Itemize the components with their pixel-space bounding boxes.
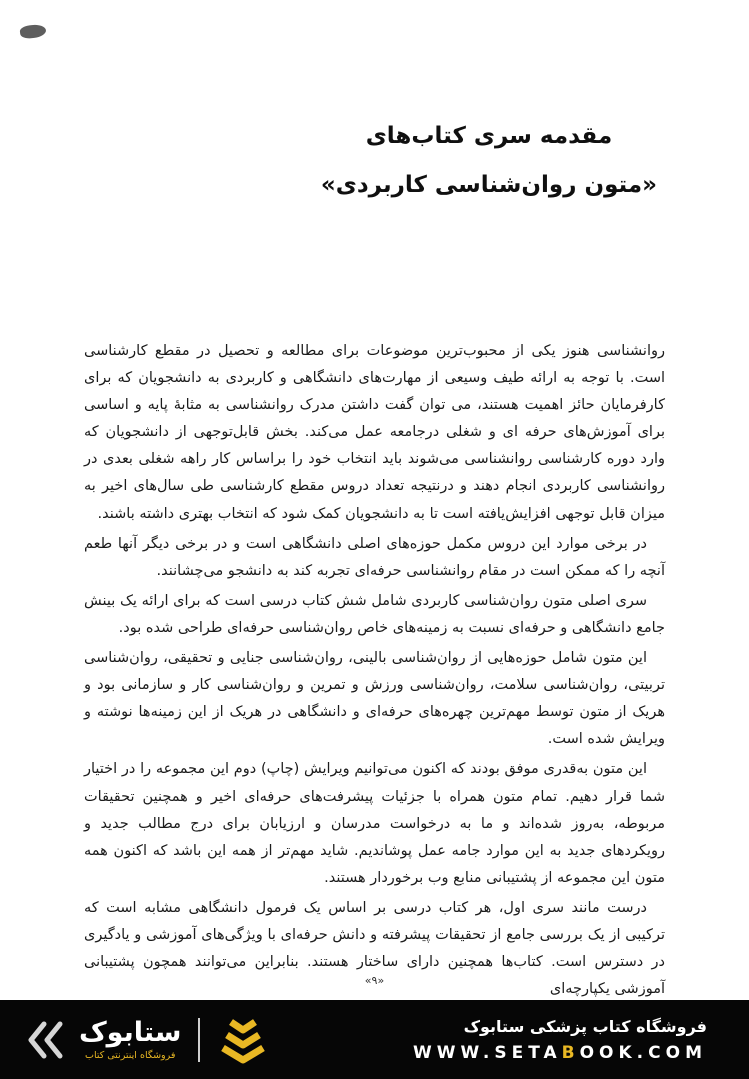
url-part-right: OOK.COM <box>579 1042 707 1063</box>
title-line-1: مقدمه سری کتاب‌های <box>365 123 613 149</box>
series-title <box>321 112 657 210</box>
double-left-chevron-icon <box>26 1020 70 1060</box>
store-name: فروشگاه کتاب پزشکی ستابوک <box>463 1016 707 1036</box>
website-url <box>413 1043 707 1063</box>
paragraph-2: در برخی موارد این دروس مکمل حوزه‌های اصلی دانشگاهی است و در برخی دیگر آنها طعم آنچه را که ممکن است در مقام روانشناسی حرفه‌ای تجربه کند به دانشجو می‌چشانند. <box>84 535 665 579</box>
url-part-left: WWW.SETA <box>413 1042 562 1063</box>
setabook-logo <box>26 1014 269 1066</box>
paragraph-6: درست مانند سری اول، هر کتاب درسی بر اساس یک فرمول دانشگاهی مشابه است که ترکیبی از یک بررسی جامع از تحقیقات پیشرفته و دانش حرفه‌ای با ویژگی‌های آموزشی و یادگیری در دسترس است. کتاب‌ها همچنین دارای ساختار هستند. بنابراین می‌توانند همچون پشتیبانی آموزشی یکپارچه‌ای <box>84 899 665 998</box>
footer-bar <box>0 1000 749 1079</box>
stacked-chevrons-icon <box>217 1014 269 1066</box>
scan-artifact <box>19 23 46 39</box>
logo-subtitle: فروشگاه اینترنتی کتاب <box>85 1050 176 1062</box>
paragraph-3: سری اصلی متون روان‌شناسی کاربردی شامل شش کتاب درسی است که برای ارائه یک بینش جامع دانشگاهی و حرفه‌ای نسبت به زمینه‌های خاص روان‌شناسی حرفه‌ای طراحی شده بود. <box>84 592 665 636</box>
footer-divider <box>198 1018 200 1062</box>
footer-text-block <box>413 1017 707 1063</box>
paragraph-5: این متون به‌قدری موفق بودند که اکنون می‌توانیم ویرایش (چاپ) دوم این مجموعه را در اختیار شما قرار دهیم. تمام متون همراه با جزئیات پیشرفت‌های حرفه‌ای اخیر و همچنین تحقیقات مربوطه، به‌روز شده‌اند و ما به درخواست مدرسان و ارزیابان برای درج مطالب جدید و رویکردهای جدید به این موارد جامه عمل پوشاندیم. شاید مهم‌تر از همه این باشد که اکنون همه متون این مجموعه از پشتیبانی منابع وب برخوردار هستند. <box>84 761 665 886</box>
url-part-highlight: B <box>561 1042 580 1063</box>
paragraph-1: روانشناسی هنوز یکی از محبوب‌ترین موضوعات برای مطالعه و تحصیل در مقطع کارشناسی است. با توجه به ارائه طیف وسیعی از مهارت‌های دانشگاهی و کاربردی به دانشجویان که برای کارفرمایان حائز اهمیت هستند، می توان گفت داشتن مدرک روانشناسی به مثابهٔ پایه و اساسی برای آموزش‌های حرفه ای و شغلی درجامعه عمل می‌کند. بخش قابل‌توجهی از دانشجویان که وارد دوره کارشناسی روانشناسی می‌شوند باید انتخاب خود را براساس کار راهه شغلی بعدی در روانشناسی کاربردی انجام دهند و درنتیجه تعداد دروس مقطع کارشناسی طی سال‌های اخیر به میزان قابل توجهی افزایش‌یافته است تا به دانشجویان کمک شود که انتخاب بهتری داشته باشند. <box>84 343 665 522</box>
page-number: «۹» <box>364 974 385 987</box>
paragraph-4: این متون شامل حوزه‌هایی از روان‌شناسی بالینی، روان‌شناسی جنایی و تحقیقی، روان‌شناسی تربیتی، روان‌شناسی سلامت، روان‌شناسی ورزش و تمرین و روان‌شناسی کار و سازمانی بود و هریک از متون توسط مهم‌ترین چهره‌های حرفه‌ای و دانشگاهی در هریک از این زمینه‌ها نوشته و ویرایش شده است. <box>84 650 665 748</box>
logo-wordmark: ستابوک <box>79 1016 182 1048</box>
page-body <box>84 338 665 1003</box>
logo-text-block <box>79 1018 181 1062</box>
title-line-2: «متون روان‌شناسی کاربردی» <box>320 172 657 198</box>
